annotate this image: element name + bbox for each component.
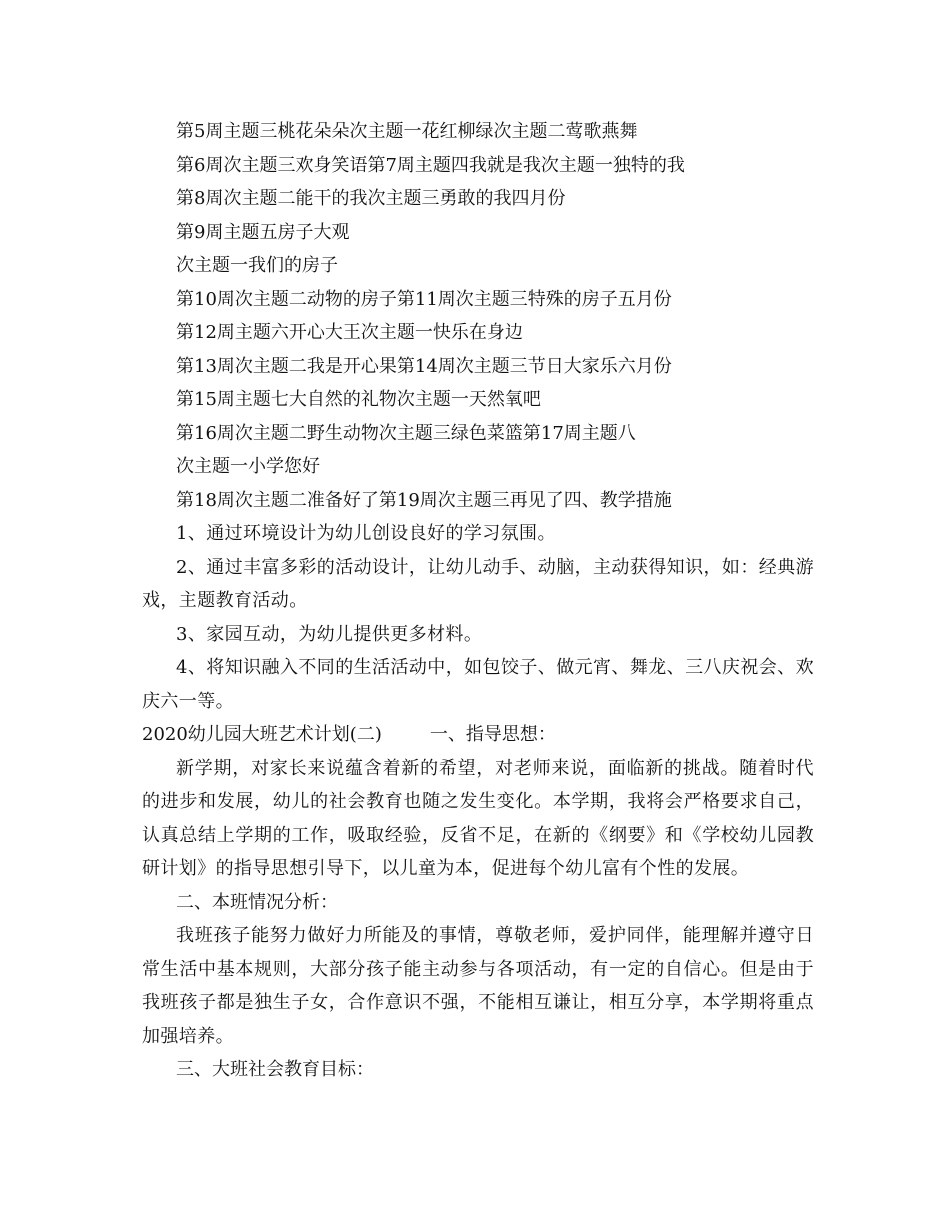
schedule-line-week8: 第8周次主题二能干的我次主题三勇敢的我四月份 xyxy=(176,188,566,209)
guiding-heading: 一、指导思想： xyxy=(429,724,556,745)
class-analysis-heading: 二、本班情况分析： xyxy=(176,891,338,913)
class-analysis-paragraph: 我班孩子能努力做好力所能及的事情，尊敬老师，爱护同伴，能理解并遵守日常生活中基本规则，大部分孩子能主动参与各项活动，有一定的自信心。但是由于我班孩子都是独生子女，合作意识不强，不能相互谦让，相互分享，本学期将重点加强培养。 xyxy=(142,925,814,1047)
schedule-line-week16-17: 第16周次主题二野生动物次主题三绿色菜篮第17周主题八 xyxy=(176,422,636,444)
document-body xyxy=(142,115,814,1087)
schedule-line-week5: 第5周主题三桃花朵朵次主题一花红柳绿次主题二莺歌燕舞 xyxy=(176,121,638,142)
guiding-paragraph: 新学期，对家长来说蕴含着新的希望，对老师来说，面临新的挑战。随着时代的进步和发展，幼儿的社会教育也随之发生变化。本学期，我将会严格要求自己，认真总结上学期的工作，吸取经验，反省不足，在新的《纲要》和《学校幼儿园教研计划》的指导思想引导下，以儿童为本，促进每个幼儿富有个性的发展。 xyxy=(142,757,814,879)
document-title: 2020幼儿园大班艺术计划(二) xyxy=(142,724,382,745)
schedule-line-week10-11: 第10周次主题二动物的房子第11周次主题三特殊的房子五月份 xyxy=(176,288,672,310)
schedule-line-week12: 第12周主题六开心大王次主题一快乐在身边 xyxy=(176,322,523,343)
measure-item-3: 3、家园互动，为幼儿提供更多材料。 xyxy=(176,623,483,645)
measure-item-2: 2、通过丰富多彩的活动设计，让幼儿动手、动脑，主动获得知识，如：经典游戏，主题教育活动。 xyxy=(142,556,814,611)
schedule-line-subtheme-school: 次主题一小学您好 xyxy=(176,456,320,477)
schedule-line-week6-7: 第6周次主题三欢身笑语第7周主题四我就是我次主题一独特的我 xyxy=(176,154,685,176)
schedule-line-week15: 第15周主题七大自然的礼物次主题一天然氧吧 xyxy=(176,389,541,410)
measure-item-1: 1、通过环境设计为幼儿创设良好的学习氛围。 xyxy=(176,523,556,544)
schedule-line-week13-14: 第13周次主题二我是开心果第14周次主题三节日大家乐六月份 xyxy=(176,355,672,377)
measure-item-4: 4、将知识融入不同的生活活动中，如包饺子、做元宵、舞龙、三八庆祝会、欢庆六一等。 xyxy=(142,657,814,712)
schedule-line-week9: 第9周主题五房子大观 xyxy=(176,221,350,243)
goals-heading: 三、大班社会教育目标： xyxy=(176,1059,374,1080)
section-title-line xyxy=(142,718,814,752)
schedule-line-week18-19: 第18周次主题二准备好了第19周次主题三再见了四、教学措施 xyxy=(176,489,672,511)
schedule-line-subtheme-houses: 次主题一我们的房子 xyxy=(176,255,338,276)
